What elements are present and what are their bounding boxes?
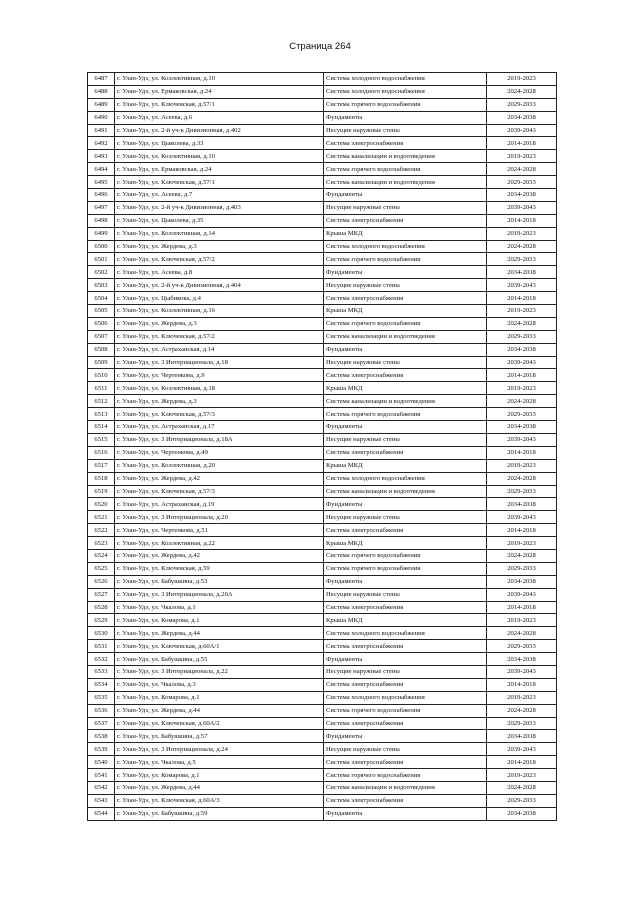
- row-number: 6496: [88, 189, 115, 202]
- period-cell: 2029-2033: [487, 640, 557, 653]
- period-cell: 2039-2043: [487, 588, 557, 601]
- period-cell: 2029-2033: [487, 330, 557, 343]
- table-row: [88, 176, 557, 189]
- table-row: [88, 717, 557, 730]
- work-type-cell: Система электроснабжения: [324, 292, 487, 305]
- period-cell: 2029-2033: [487, 408, 557, 421]
- table-row: [88, 743, 557, 756]
- table-row: [88, 601, 557, 614]
- work-type-cell: Несущие наружные стены: [324, 433, 487, 446]
- period-cell: 2014-2018: [487, 601, 557, 614]
- address-cell: г. Улан-Удэ, ул. Жердева, д.44: [115, 781, 324, 794]
- period-cell: 2024-2028: [487, 627, 557, 640]
- address-cell: г. Улан-Удэ, ул. Чкалова, д.1: [115, 601, 324, 614]
- address-cell: г. Улан-Удэ, ул. Бабушкина, д.53: [115, 575, 324, 588]
- period-cell: 2024-2028: [487, 317, 557, 330]
- work-type-cell: Несущие наружные стены: [324, 201, 487, 214]
- work-type-cell: Система электроснабжения: [324, 794, 487, 807]
- address-cell: г. Улан-Удэ, ул. 3 Интернационала, д.22: [115, 665, 324, 678]
- period-cell: 2029-2033: [487, 485, 557, 498]
- period-cell: 2034-2038: [487, 575, 557, 588]
- address-cell: г. Улан-Удэ, ул. 3 Интернационала, д.20А: [115, 588, 324, 601]
- table-row: [88, 292, 557, 305]
- work-type-cell: Фундаменты: [324, 807, 487, 820]
- table-row: [88, 433, 557, 446]
- row-number: 6488: [88, 85, 115, 98]
- address-cell: г. Улан-Удэ, ул. Жердева, д.44: [115, 627, 324, 640]
- table-row: [88, 382, 557, 395]
- row-number: 6506: [88, 317, 115, 330]
- period-cell: 2039-2043: [487, 511, 557, 524]
- row-number: 6494: [88, 163, 115, 176]
- address-cell: г. Улан-Удэ, ул. Ключевская, д.60А/3: [115, 794, 324, 807]
- address-cell: г. Улан-Удэ, ул. Коллективная, д.10: [115, 73, 324, 86]
- table-row: [88, 627, 557, 640]
- table-row: [88, 240, 557, 253]
- period-cell: 2039-2043: [487, 279, 557, 292]
- work-type-cell: Система электроснабжения: [324, 678, 487, 691]
- row-number: 6536: [88, 704, 115, 717]
- address-cell: г. Улан-Удэ, ул. Чертенкова, д.51: [115, 524, 324, 537]
- row-number: 6487: [88, 73, 115, 86]
- work-type-cell: Несущие наружные стены: [324, 356, 487, 369]
- row-number: 6508: [88, 343, 115, 356]
- work-type-cell: Система канализации и водоотведения: [324, 176, 487, 189]
- work-type-cell: Система холодного водоснабжения: [324, 691, 487, 704]
- table-row: [88, 266, 557, 279]
- work-type-cell: Система электроснабжения: [324, 214, 487, 227]
- row-number: 6525: [88, 562, 115, 575]
- row-number: 6514: [88, 421, 115, 434]
- work-type-cell: Система горячего водоснабжения: [324, 98, 487, 111]
- row-number: 6518: [88, 472, 115, 485]
- address-cell: г. Улан-Удэ, ул. Астраханская, д.17: [115, 421, 324, 434]
- period-cell: 2039-2043: [487, 356, 557, 369]
- address-cell: г. Улан-Удэ, ул. Ключевская, д.57/1: [115, 176, 324, 189]
- address-cell: г. Улан-Удэ, ул. Коллективная, д.20: [115, 459, 324, 472]
- work-type-cell: Крыша МКД: [324, 614, 487, 627]
- work-type-cell: Система горячего водоснабжения: [324, 769, 487, 782]
- period-cell: 2024-2028: [487, 549, 557, 562]
- address-cell: г. Улан-Удэ, ул. Ключевская, д.59: [115, 562, 324, 575]
- row-number: 6513: [88, 408, 115, 421]
- work-type-cell: Система канализации и водоотведения: [324, 781, 487, 794]
- period-cell: 2019-2023: [487, 227, 557, 240]
- period-cell: 2034-2038: [487, 343, 557, 356]
- period-cell: 2019-2023: [487, 305, 557, 318]
- address-cell: г. Улан-Удэ, ул. Комарова, д.1: [115, 614, 324, 627]
- period-cell: 2024-2028: [487, 163, 557, 176]
- row-number: 6533: [88, 665, 115, 678]
- work-type-cell: Система горячего водоснабжения: [324, 704, 487, 717]
- work-type-cell: Система электроснабжения: [324, 717, 487, 730]
- table-row: [88, 214, 557, 227]
- row-number: 6517: [88, 459, 115, 472]
- work-type-cell: Система холодного водоснабжения: [324, 85, 487, 98]
- address-cell: г. Улан-Удэ, ул. Чкалова, д.3: [115, 678, 324, 691]
- address-cell: г. Улан-Удэ, ул. Жердева, д.3: [115, 240, 324, 253]
- row-number: 6522: [88, 524, 115, 537]
- period-cell: 2034-2038: [487, 266, 557, 279]
- work-type-cell: Система электроснабжения: [324, 756, 487, 769]
- row-number: 6493: [88, 150, 115, 163]
- address-cell: г. Улан-Удэ, ул. Коллективная, д.16: [115, 305, 324, 318]
- work-type-cell: Крыша МКД: [324, 459, 487, 472]
- row-number: 6504: [88, 292, 115, 305]
- address-cell: г. Улан-Удэ, ул. Асеева, д.8: [115, 266, 324, 279]
- row-number: 6543: [88, 794, 115, 807]
- address-cell: г. Улан-Удэ, ул. 2-й уч-к Дивизионная, д.403: [115, 201, 324, 214]
- row-number: 6535: [88, 691, 115, 704]
- work-type-cell: Несущие наружные стены: [324, 588, 487, 601]
- table-row: [88, 305, 557, 318]
- row-number: 6530: [88, 627, 115, 640]
- period-cell: 2019-2023: [487, 73, 557, 86]
- work-type-cell: Несущие наружные стены: [324, 124, 487, 137]
- table-row: [88, 150, 557, 163]
- work-type-cell: Система горячего водоснабжения: [324, 562, 487, 575]
- address-cell: г. Улан-Удэ, ул. Жердева, д.3: [115, 317, 324, 330]
- table-row: [88, 730, 557, 743]
- repair-schedule-table: [87, 72, 557, 821]
- period-cell: 2029-2033: [487, 98, 557, 111]
- row-number: 6539: [88, 743, 115, 756]
- address-cell: г. Улан-Удэ, ул. Ключевская, д.57/2: [115, 330, 324, 343]
- work-type-cell: Крыша МКД: [324, 382, 487, 395]
- table-row: [88, 511, 557, 524]
- work-type-cell: Фундаменты: [324, 266, 487, 279]
- table-row: [88, 317, 557, 330]
- address-cell: г. Улан-Удэ, ул. Бабушкина, д.57: [115, 730, 324, 743]
- row-number: 6491: [88, 124, 115, 137]
- address-cell: г. Улан-Удэ, ул. Коллективная, д.18: [115, 382, 324, 395]
- work-type-cell: Система электроснабжения: [324, 524, 487, 537]
- row-number: 6505: [88, 305, 115, 318]
- address-cell: г. Улан-Удэ, ул. Цыколева, д.33: [115, 137, 324, 150]
- period-cell: 2024-2028: [487, 472, 557, 485]
- table-row: [88, 369, 557, 382]
- table-row: [88, 98, 557, 111]
- row-number: 6501: [88, 253, 115, 266]
- period-cell: 2019-2023: [487, 614, 557, 627]
- period-cell: 2039-2043: [487, 201, 557, 214]
- table-row: [88, 614, 557, 627]
- work-type-cell: Система холодного водоснабжения: [324, 472, 487, 485]
- work-type-cell: Крыша МКД: [324, 305, 487, 318]
- work-type-cell: Фундаменты: [324, 653, 487, 666]
- row-number: 6537: [88, 717, 115, 730]
- address-cell: г. Улан-Удэ, ул. Коллективная, д.14: [115, 227, 324, 240]
- address-cell: г. Улан-Удэ, ул. Комарова, д.1: [115, 769, 324, 782]
- period-cell: 2039-2043: [487, 743, 557, 756]
- table-row: [88, 279, 557, 292]
- row-number: 6512: [88, 395, 115, 408]
- period-cell: 2029-2033: [487, 562, 557, 575]
- address-cell: г. Улан-Удэ, ул. Чертенкова, д.9: [115, 369, 324, 382]
- period-cell: 2019-2023: [487, 382, 557, 395]
- row-number: 6521: [88, 511, 115, 524]
- row-number: 6542: [88, 781, 115, 794]
- work-type-cell: Система горячего водоснабжения: [324, 253, 487, 266]
- row-number: 6510: [88, 369, 115, 382]
- work-type-cell: Система холодного водоснабжения: [324, 240, 487, 253]
- table-row: [88, 472, 557, 485]
- work-type-cell: Крыша МКД: [324, 537, 487, 550]
- table-row: [88, 769, 557, 782]
- period-cell: 2019-2023: [487, 537, 557, 550]
- address-cell: г. Улан-Удэ, ул. Ключевская, д.57/1: [115, 98, 324, 111]
- table-row: [88, 124, 557, 137]
- page-number-header: Страница 264: [289, 41, 351, 52]
- address-cell: г. Улан-Удэ, ул. Бабушкина, д.55: [115, 653, 324, 666]
- address-cell: г. Улан-Удэ, ул. Коллективная, д.10: [115, 150, 324, 163]
- table-row: [88, 781, 557, 794]
- work-type-cell: Система электроснабжения: [324, 137, 487, 150]
- work-type-cell: Крыша МКД: [324, 227, 487, 240]
- row-number: 6531: [88, 640, 115, 653]
- address-cell: г. Улан-Удэ, ул. Ключевская, д.57/2: [115, 253, 324, 266]
- table-row: [88, 137, 557, 150]
- period-cell: 2039-2043: [487, 124, 557, 137]
- work-type-cell: Система горячего водоснабжения: [324, 549, 487, 562]
- period-cell: 2019-2023: [487, 769, 557, 782]
- row-number: 6500: [88, 240, 115, 253]
- work-type-cell: Фундаменты: [324, 189, 487, 202]
- row-number: 6527: [88, 588, 115, 601]
- period-cell: 2029-2033: [487, 794, 557, 807]
- address-cell: г. Улан-Удэ, ул. Комарова, д.1: [115, 691, 324, 704]
- address-cell: г. Улан-Удэ, ул. 2-й уч-к Дивизионная, д.402: [115, 124, 324, 137]
- row-number: 6503: [88, 279, 115, 292]
- table-row: [88, 640, 557, 653]
- period-cell: 2034-2038: [487, 189, 557, 202]
- table-row: [88, 446, 557, 459]
- period-cell: 2029-2033: [487, 176, 557, 189]
- table-row: [88, 498, 557, 511]
- period-cell: 2014-2018: [487, 524, 557, 537]
- address-cell: г. Улан-Удэ, ул. 3 Интернационала, д.18А: [115, 433, 324, 446]
- address-cell: г. Улан-Удэ, ул. 2-й уч-к Дивизионная, д.404: [115, 279, 324, 292]
- work-type-cell: Фундаменты: [324, 421, 487, 434]
- work-type-cell: Система горячего водоснабжения: [324, 163, 487, 176]
- address-cell: г. Улан-Удэ, ул. 3 Интернационала, д.20: [115, 511, 324, 524]
- address-cell: г. Улан-Удэ, ул. Ермаковская, д.24: [115, 163, 324, 176]
- address-cell: г. Улан-Удэ, ул. Чертенкова, д.49: [115, 446, 324, 459]
- period-cell: 2029-2033: [487, 253, 557, 266]
- table-row: [88, 524, 557, 537]
- address-cell: г. Улан-Удэ, ул. 3 Интернационала, д.24: [115, 743, 324, 756]
- work-type-cell: Система электроснабжения: [324, 369, 487, 382]
- period-cell: 2014-2018: [487, 678, 557, 691]
- period-cell: 2014-2018: [487, 446, 557, 459]
- period-cell: 2014-2018: [487, 756, 557, 769]
- period-cell: 2014-2018: [487, 369, 557, 382]
- work-type-cell: Фундаменты: [324, 730, 487, 743]
- table-row: [88, 227, 557, 240]
- address-cell: г. Улан-Удэ, ул. Асеева, д.7: [115, 189, 324, 202]
- address-cell: г. Улан-Удэ, ул. Асеева, д.6: [115, 111, 324, 124]
- work-type-cell: Система канализации и водоотведения: [324, 485, 487, 498]
- work-type-cell: Система канализации и водоотведения: [324, 330, 487, 343]
- period-cell: 2034-2038: [487, 730, 557, 743]
- period-cell: 2034-2038: [487, 421, 557, 434]
- work-type-cell: Несущие наружные стены: [324, 743, 487, 756]
- table-row: [88, 665, 557, 678]
- table-row: [88, 588, 557, 601]
- table-row: [88, 575, 557, 588]
- work-type-cell: Система холодного водоснабжения: [324, 627, 487, 640]
- work-type-cell: Система канализации и водоотведения: [324, 150, 487, 163]
- period-cell: 2014-2018: [487, 292, 557, 305]
- period-cell: 2029-2033: [487, 717, 557, 730]
- table-row: [88, 253, 557, 266]
- table-body: [88, 73, 557, 821]
- address-cell: г. Улан-Удэ, ул. Астраханская, д.14: [115, 343, 324, 356]
- row-number: 6528: [88, 601, 115, 614]
- table-row: [88, 807, 557, 820]
- row-number: 6507: [88, 330, 115, 343]
- period-cell: 2034-2038: [487, 653, 557, 666]
- table-row: [88, 189, 557, 202]
- row-number: 6534: [88, 678, 115, 691]
- row-number: 6540: [88, 756, 115, 769]
- period-cell: 2014-2018: [487, 214, 557, 227]
- row-number: 6523: [88, 537, 115, 550]
- table-row: [88, 330, 557, 343]
- table-row: [88, 459, 557, 472]
- period-cell: 2024-2028: [487, 395, 557, 408]
- period-cell: 2039-2043: [487, 665, 557, 678]
- row-number: 6497: [88, 201, 115, 214]
- table-row: [88, 343, 557, 356]
- row-number: 6499: [88, 227, 115, 240]
- row-number: 6519: [88, 485, 115, 498]
- work-type-cell: Система горячего водоснабжения: [324, 408, 487, 421]
- row-number: 6529: [88, 614, 115, 627]
- work-type-cell: Фундаменты: [324, 111, 487, 124]
- work-type-cell: Система горячего водоснабжения: [324, 317, 487, 330]
- row-number: 6490: [88, 111, 115, 124]
- period-cell: 2024-2028: [487, 240, 557, 253]
- address-cell: г. Улан-Удэ, ул. Цыколева, д.35: [115, 214, 324, 227]
- row-number: 6541: [88, 769, 115, 782]
- table-row: [88, 691, 557, 704]
- table-row: [88, 562, 557, 575]
- row-number: 6520: [88, 498, 115, 511]
- period-cell: 2034-2038: [487, 111, 557, 124]
- address-cell: г. Улан-Удэ, ул. Жердева, д.44: [115, 704, 324, 717]
- address-cell: г. Улан-Удэ, ул. Чкалова, д.5: [115, 756, 324, 769]
- table-row: [88, 201, 557, 214]
- period-cell: 2039-2043: [487, 433, 557, 446]
- table-row: [88, 537, 557, 550]
- work-type-cell: Фундаменты: [324, 575, 487, 588]
- row-number: 6524: [88, 549, 115, 562]
- period-cell: 2024-2028: [487, 704, 557, 717]
- period-cell: 2034-2038: [487, 807, 557, 820]
- address-cell: г. Улан-Удэ, ул. Жердева, д.42: [115, 549, 324, 562]
- row-number: 6516: [88, 446, 115, 459]
- row-number: 6492: [88, 137, 115, 150]
- row-number: 6502: [88, 266, 115, 279]
- table-row: [88, 485, 557, 498]
- table-row: [88, 756, 557, 769]
- period-cell: 2019-2023: [487, 691, 557, 704]
- row-number: 6495: [88, 176, 115, 189]
- table-row: [88, 704, 557, 717]
- address-cell: г. Улан-Удэ, ул. Ключевская, д.60А/2: [115, 717, 324, 730]
- row-number: 6498: [88, 214, 115, 227]
- work-type-cell: Система электроснабжения: [324, 446, 487, 459]
- period-cell: 2024-2028: [487, 85, 557, 98]
- row-number: 6526: [88, 575, 115, 588]
- table-row: [88, 395, 557, 408]
- table-row: [88, 794, 557, 807]
- address-cell: г. Улан-Удэ, ул. Ермаковская, д.24: [115, 85, 324, 98]
- address-cell: г. Улан-Удэ, ул. 3 Интернационала, д.18: [115, 356, 324, 369]
- row-number: 6538: [88, 730, 115, 743]
- table-row: [88, 73, 557, 86]
- address-cell: г. Улан-Удэ, ул. Жердева, д.42: [115, 472, 324, 485]
- address-cell: г. Улан-Удэ, ул. Цыбикова, д.4: [115, 292, 324, 305]
- work-type-cell: Система канализации и водоотведения: [324, 395, 487, 408]
- table-row: [88, 678, 557, 691]
- table-row: [88, 356, 557, 369]
- work-type-cell: Фундаменты: [324, 343, 487, 356]
- table-row: [88, 163, 557, 176]
- row-number: 6511: [88, 382, 115, 395]
- work-type-cell: Система холодного водоснабжения: [324, 73, 487, 86]
- table-row: [88, 85, 557, 98]
- table-row: [88, 421, 557, 434]
- work-type-cell: Несущие наружные стены: [324, 279, 487, 292]
- period-cell: 2019-2023: [487, 150, 557, 163]
- row-number: 6489: [88, 98, 115, 111]
- table-row: [88, 408, 557, 421]
- work-type-cell: Система электроснабжения: [324, 640, 487, 653]
- row-number: 6544: [88, 807, 115, 820]
- work-type-cell: Несущие наружные стены: [324, 665, 487, 678]
- address-cell: г. Улан-Удэ, ул. Коллективная, д.22: [115, 537, 324, 550]
- row-number: 6515: [88, 433, 115, 446]
- table-row: [88, 653, 557, 666]
- address-cell: г. Улан-Удэ, ул. Ключевская, д.60А/1: [115, 640, 324, 653]
- address-cell: г. Улан-Удэ, ул. Бабушкина, д.59: [115, 807, 324, 820]
- work-type-cell: Система электроснабжения: [324, 601, 487, 614]
- table-row: [88, 111, 557, 124]
- period-cell: 2024-2028: [487, 781, 557, 794]
- address-cell: г. Улан-Удэ, ул. Жердева, д.3: [115, 395, 324, 408]
- table-row: [88, 549, 557, 562]
- address-cell: г. Улан-Удэ, ул. Ключевская, д.57/3: [115, 485, 324, 498]
- period-cell: 2034-2038: [487, 498, 557, 511]
- period-cell: 2019-2023: [487, 459, 557, 472]
- period-cell: 2014-2018: [487, 137, 557, 150]
- address-cell: г. Улан-Удэ, ул. Астраханская, д.19: [115, 498, 324, 511]
- work-type-cell: Фундаменты: [324, 498, 487, 511]
- row-number: 6509: [88, 356, 115, 369]
- row-number: 6532: [88, 653, 115, 666]
- work-type-cell: Несущие наружные стены: [324, 511, 487, 524]
- address-cell: г. Улан-Удэ, ул. Ключевская, д.57/3: [115, 408, 324, 421]
